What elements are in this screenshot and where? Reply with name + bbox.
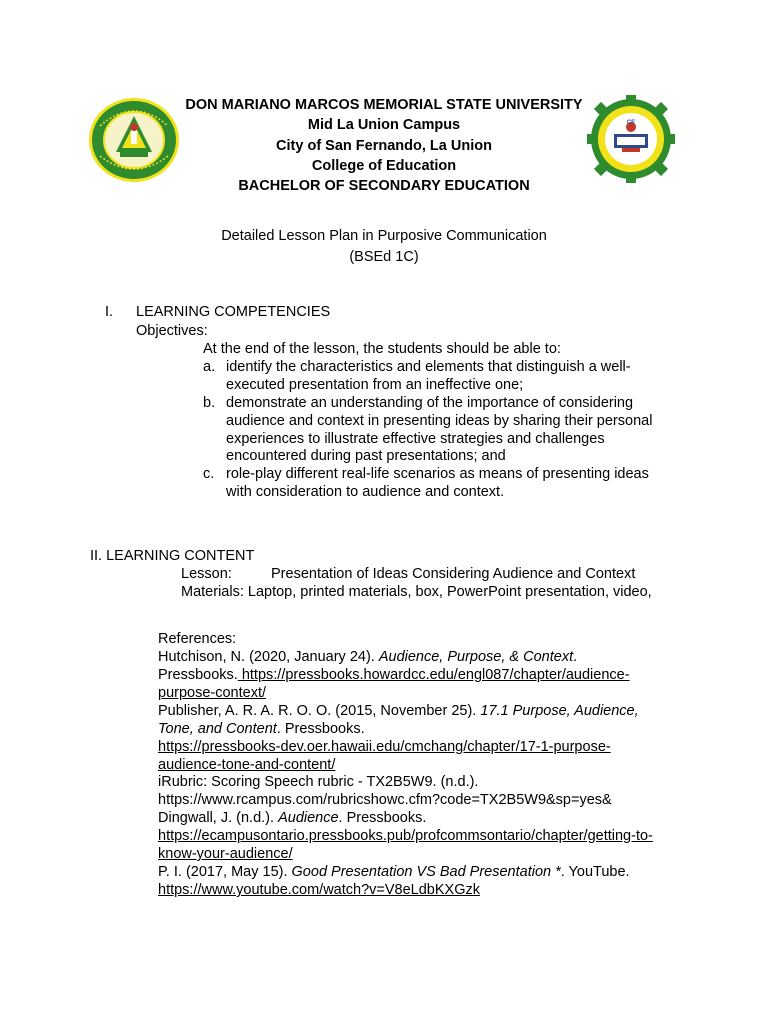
objective-a-letter: a. [203,359,216,375]
objective-c-line: role-play different real-life scenarios as means of presenting ideas [226,466,649,482]
city-name: City of San Fernando, La Union [276,138,492,154]
objective-a-line: executed presentation from an ineffective one; [226,377,524,393]
reference-5-citation: P. I. (2017, May 15). Good Presentation VS Bad Presentation *. YouTube. [158,864,630,880]
lesson-plan-title: Detailed Lesson Plan in Purposive Communication [221,228,547,244]
lesson-label: Lesson: [181,566,232,582]
reference-1-link[interactable]: https://pressbooks.howardcc.edu/engl087/chapter/audience- [237,667,630,683]
objectives-label: Objectives: [136,323,208,339]
objective-a-line: identify the characteristics and elements that distinguish a well- [226,359,631,375]
objectives-intro: At the end of the lesson, the students should be able to: [203,341,561,357]
lesson-plan-section: (BSEd 1C) [349,249,419,265]
reference-2-citation-cont: Tone, and Content. Pressbooks. [158,721,365,737]
reference-2-link-cont[interactable]: audience-tone-and-content/ [158,757,336,773]
lesson-value: Presentation of Ideas Considering Audience and Context [271,566,636,582]
objective-b-line: experiences to illustrate effective strategies and challenges [226,431,605,447]
objective-b-line: demonstrate an understanding of the importance of considering [226,395,634,411]
reference-1-publisher: Pressbooks. https://pressbooks.howardcc.edu/engl087/chapter/audience- [158,667,630,683]
college-name: College of Education [311,158,457,174]
reference-2-link[interactable]: https://pressbooks-dev.oer.hawaii.edu/cmchang/chapter/17-1-purpose- [158,739,611,755]
section2-heading: II. LEARNING CONTENT [90,548,255,564]
objective-b-line: audience and context in presenting ideas by sharing their personal [226,413,653,429]
reference-1-citation: Hutchison, N. (2020, January 24). Audience, Purpose, & Context. [158,649,578,665]
reference-4-citation: Dingwall, J. (n.d.). Audience. Pressbooks. [158,810,427,826]
references-label: References: [158,631,237,647]
reference-3-url[interactable]: https://www.rcampus.com/rubricshowc.cfm?code=TX2B5W9&sp=yes& [158,792,612,808]
materials-line: Materials: Laptop, printed materials, box, PowerPoint presentation, video, [181,584,652,600]
reference-5-link[interactable]: https://www.youtube.com/watch?v=V8eLdbKXGzk [158,882,480,898]
reference-4-link[interactable]: https://ecampusontario.pressbooks.pub/profcommsontario/chapter/getting-to- [158,828,653,844]
section1-heading: LEARNING COMPETENCIES [136,304,331,320]
reference-1-link-cont[interactable]: purpose-context/ [158,685,267,701]
seal-ce-label: CE [626,120,636,126]
campus-name: Mid La Union Campus [307,117,461,133]
objective-c-line: with consideration to audience and context. [226,484,505,500]
university-name: DON MARIANO MARCOS MEMORIAL STATE UNIVERSITY [185,97,583,113]
reference-4-link-cont[interactable]: know-your-audience/ [158,846,293,862]
objective-c-letter: c. [203,466,215,482]
reference-3-citation: iRubric: Scoring Speech rubric - TX2B5W9. (n.d.). [158,774,479,790]
program-name: BACHELOR OF SECONDARY EDUCATION [238,178,530,194]
objective-b-line: encountered during past presentations; and [226,448,506,464]
reference-2-citation: Publisher, A. R. A. R. O. O. (2015, November 25). 17.1 Purpose, Audience, [158,703,639,719]
objective-b-letter: b. [203,395,216,411]
section1-numeral: I. [105,304,114,320]
